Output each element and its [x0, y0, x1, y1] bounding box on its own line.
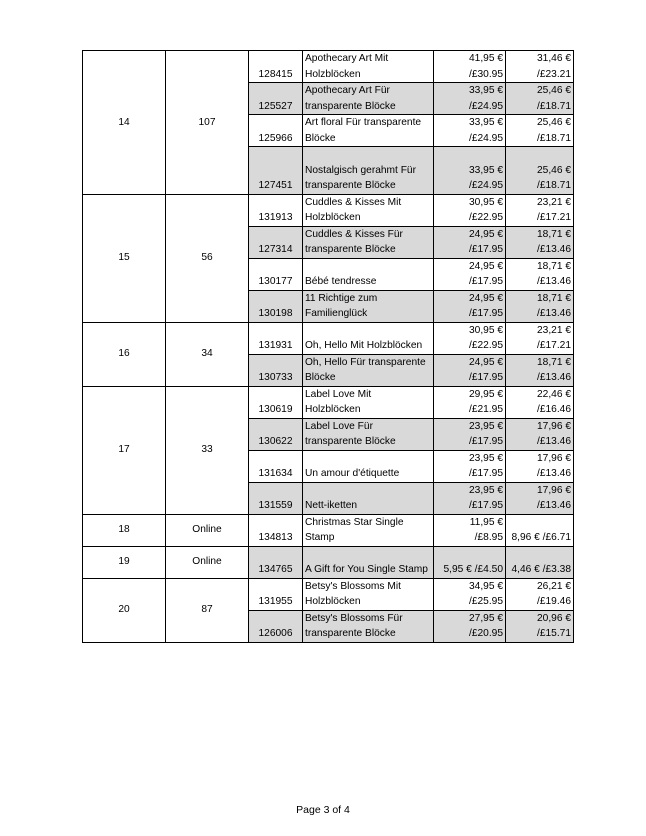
sale-price-cell	[506, 578, 574, 610]
description-cell-line: transparente Blöcke	[305, 244, 396, 255]
description-cell-line: Un amour d'étiquette	[305, 468, 400, 479]
price-cell-line: /£24.95	[469, 132, 503, 144]
description-cell-line: Blöcke	[305, 372, 336, 383]
description-cell-line: Oh, Hello Für transparente	[305, 356, 426, 368]
description-cell	[303, 51, 434, 83]
sale-price-cell-line: /£13.46	[537, 276, 571, 287]
description-cell-line	[305, 259, 431, 275]
description-cell-line: Christmas Star Single	[305, 516, 404, 528]
sale-price-cell-line: /£13.46	[537, 308, 571, 319]
price-cell	[434, 51, 506, 83]
page-number-cell: 19	[83, 546, 166, 578]
description-cell-line: Holzblöcken	[305, 596, 361, 607]
price-cell	[434, 514, 506, 546]
sale-price-cell-line: 18,71 €	[537, 356, 571, 368]
description-cell-line: Familienglück	[305, 308, 368, 319]
price-cell	[434, 578, 506, 610]
item-number-cell: 130622	[249, 418, 303, 450]
price-cell-line: 23,95 €	[469, 452, 503, 464]
description-cell-line: transparente Blöcke	[305, 436, 396, 447]
description-cell-line: Betsy's Blossoms Mit	[305, 580, 401, 592]
item-number-cell: 134813	[249, 514, 303, 546]
price-cell-line	[436, 547, 503, 563]
sale-price-cell-line: /£13.46	[537, 372, 571, 383]
item-number-cell: 130177	[249, 258, 303, 290]
table-row	[83, 578, 574, 610]
catalog-page-cell: Online	[166, 546, 249, 578]
price-cell-line: /£17.95	[469, 468, 503, 479]
description-cell-line: Blöcke	[305, 132, 336, 144]
sale-price-cell	[506, 514, 574, 546]
item-number-cell: 134765	[249, 546, 303, 578]
price-cell-line: /£22.95	[469, 212, 503, 223]
price-cell	[434, 354, 506, 386]
description-cell-line: Cuddles & Kisses Mit	[305, 196, 402, 208]
description-cell-line: Holzblöcken	[305, 212, 361, 223]
price-cell	[434, 83, 506, 115]
table-row	[83, 514, 574, 546]
item-number-cell: 131559	[249, 482, 303, 514]
price-cell-line: 23,95 €	[469, 420, 503, 432]
description-cell	[303, 226, 434, 258]
item-number-cell: 130733	[249, 354, 303, 386]
description-cell-line: Betsy's Blossoms Für	[305, 612, 403, 624]
sale-price-cell-line: 20,96 €	[537, 612, 571, 624]
item-number-cell: 126006	[249, 610, 303, 642]
item-number-cell: 127451	[249, 147, 303, 195]
sale-price-cell-line: 26,21 €	[537, 580, 571, 592]
description-cell	[303, 610, 434, 642]
price-cell	[434, 610, 506, 642]
price-cell-line: /£17.95	[469, 244, 503, 255]
description-cell	[303, 194, 434, 226]
sale-price-cell-line: /£13.46	[537, 244, 571, 255]
price-cell-line: 5,95 € /£4.50	[443, 564, 503, 575]
price-cell-line: 23,95 €	[469, 484, 503, 496]
price-cell	[434, 450, 506, 482]
price-cell-line: /£17.95	[469, 500, 503, 511]
sale-price-cell-line: /£13.46	[537, 468, 571, 479]
price-cell-line: 29,95 €	[469, 388, 503, 400]
sale-price-cell-line: /£17.21	[537, 340, 571, 351]
description-cell	[303, 418, 434, 450]
sale-price-cell-line: 23,21 €	[537, 196, 571, 208]
page-number-cell: 14	[83, 51, 166, 195]
sale-price-cell	[506, 194, 574, 226]
description-cell-line: 11 Richtige zum	[305, 292, 378, 304]
price-cell-line: /£17.95	[469, 276, 503, 287]
sale-price-cell-line: /£16.46	[537, 404, 571, 415]
description-cell-line	[305, 451, 431, 467]
sale-price-cell-line: 18,71 €	[537, 228, 571, 240]
price-cell	[434, 194, 506, 226]
description-cell	[303, 450, 434, 482]
price-cell	[434, 258, 506, 290]
catalog-page-cell: 56	[166, 194, 249, 322]
sale-price-cell-line: 17,96 €	[537, 420, 571, 432]
sale-price-cell-line: 31,46 €	[537, 53, 571, 64]
sale-price-cell-line: 4,46 € /£3.38	[511, 564, 571, 575]
page-footer: Page 3 of 4	[296, 804, 350, 816]
sale-price-cell-line	[508, 547, 571, 563]
sale-price-cell	[506, 147, 574, 195]
table-row	[83, 322, 574, 354]
item-number-cell: 130619	[249, 386, 303, 418]
sale-price-cell-line	[508, 515, 571, 531]
price-cell-line: /£30.95	[469, 68, 503, 80]
catalog-page-cell: 34	[166, 322, 249, 386]
item-number-cell: 130198	[249, 290, 303, 322]
sale-price-cell	[506, 546, 574, 578]
price-cell-line: /£8.95	[474, 532, 503, 543]
description-cell-line	[305, 483, 431, 499]
sale-price-cell-line: /£18.71	[537, 132, 571, 144]
price-cell-line: 33,95 €	[469, 85, 503, 96]
price-cell-line: /£17.95	[469, 372, 503, 383]
sale-price-cell-line: 25,46 €	[537, 164, 571, 176]
page-number-cell: 17	[83, 386, 166, 514]
sale-price-cell-line: 17,96 €	[537, 452, 571, 464]
sale-price-cell-line: /£19.46	[537, 596, 571, 607]
price-cell-line: 34,95 €	[469, 580, 503, 592]
price-cell	[434, 482, 506, 514]
page-number-cell: 20	[83, 578, 166, 642]
price-table	[82, 50, 574, 643]
sale-price-cell	[506, 83, 574, 115]
sale-price-cell	[506, 322, 574, 354]
price-cell-line: 30,95 €	[469, 196, 503, 208]
price-cell-line: /£24.95	[469, 100, 503, 112]
sale-price-cell-line: /£18.71	[537, 100, 571, 112]
sale-price-cell	[506, 226, 574, 258]
description-cell-line: Apothecary Art Mit	[305, 53, 389, 64]
sale-price-cell-line: 22,46 €	[537, 388, 571, 400]
description-cell-line: Art floral Für transparente	[305, 117, 422, 128]
description-cell-line: Label Love Für	[305, 420, 373, 432]
sale-price-cell-line: 25,46 €	[537, 117, 571, 128]
sale-price-cell-line: 25,46 €	[537, 85, 571, 96]
table-row	[83, 194, 574, 226]
price-cell-line: /£17.95	[469, 308, 503, 319]
description-cell	[303, 115, 434, 147]
sale-price-cell-line: /£17.21	[537, 212, 571, 223]
sale-price-cell-line: 23,21 €	[537, 324, 571, 336]
item-number-cell: 131931	[249, 322, 303, 354]
table-row	[83, 51, 574, 83]
description-cell-line: Cuddles & Kisses Für	[305, 228, 403, 240]
price-cell	[434, 147, 506, 195]
description-cell	[303, 514, 434, 546]
description-cell-line: Holzblöcken	[305, 68, 361, 80]
description-cell-line	[305, 547, 431, 563]
description-cell	[303, 482, 434, 514]
sale-price-cell	[506, 115, 574, 147]
description-cell-line: transparente Blöcke	[305, 628, 396, 639]
description-cell-line: Stamp	[305, 532, 335, 543]
price-cell-line: /£24.95	[469, 180, 503, 191]
sale-price-cell	[506, 258, 574, 290]
description-cell-line: transparente Blöcke	[305, 180, 396, 191]
price-cell	[434, 322, 506, 354]
price-cell-line: /£20.95	[469, 628, 503, 639]
item-number-cell: 131955	[249, 578, 303, 610]
sale-price-cell-line: 18,71 €	[537, 260, 571, 272]
page-number-cell: 18	[83, 514, 166, 546]
price-cell	[434, 386, 506, 418]
description-cell	[303, 546, 434, 578]
price-cell-line: 24,95 €	[469, 292, 503, 304]
page-number-cell: 16	[83, 322, 166, 386]
price-cell-line: 24,95 €	[469, 356, 503, 368]
catalog-page-cell: 33	[166, 386, 249, 514]
sale-price-cell	[506, 482, 574, 514]
price-cell	[434, 226, 506, 258]
description-cell-line: Apothecary Art Für	[305, 85, 390, 96]
item-number-cell: 131634	[249, 450, 303, 482]
description-cell-line: Nett-iketten	[305, 500, 358, 511]
price-cell	[434, 546, 506, 578]
description-cell	[303, 258, 434, 290]
sale-price-cell-line: 8,96 € /£6.71	[511, 532, 571, 543]
sale-price-cell	[506, 386, 574, 418]
sale-price-cell-line: 18,71 €	[537, 292, 571, 304]
price-cell-line: 27,95 €	[469, 612, 503, 624]
description-cell	[303, 290, 434, 322]
sale-price-cell-line: /£15.71	[537, 628, 571, 639]
description-cell	[303, 322, 434, 354]
price-cell-line: /£17.95	[469, 436, 503, 447]
price-cell-line: 41,95 €	[469, 53, 503, 64]
sale-price-cell	[506, 450, 574, 482]
item-number-cell: 125527	[249, 83, 303, 115]
description-cell-line: A Gift for You Single Stamp	[305, 564, 428, 575]
table-row	[83, 386, 574, 418]
item-number-cell: 128415	[249, 51, 303, 83]
price-cell-line: /£21.95	[469, 404, 503, 415]
sale-price-cell-line: /£18.71	[537, 180, 571, 191]
price-cell-line: 33,95 €	[469, 117, 503, 128]
price-cell-line: /£22.95	[469, 340, 503, 351]
description-cell	[303, 354, 434, 386]
price-cell-line: 11,95 €	[469, 516, 503, 528]
price-cell-line: /£25.95	[469, 596, 503, 607]
item-number-cell: 125966	[249, 115, 303, 147]
sale-price-cell	[506, 290, 574, 322]
catalog-page-cell: 107	[166, 51, 249, 195]
price-cell-line: 24,95 €	[469, 260, 503, 272]
description-cell-line	[305, 147, 431, 163]
sale-price-cell	[506, 354, 574, 386]
page-number-cell: 15	[83, 194, 166, 322]
item-number-cell: 131913	[249, 194, 303, 226]
price-cell	[434, 418, 506, 450]
sale-price-cell	[506, 51, 574, 83]
catalog-page-cell: 87	[166, 578, 249, 642]
price-cell	[434, 290, 506, 322]
price-cell-line: 24,95 €	[469, 228, 503, 240]
sale-price-cell	[506, 418, 574, 450]
description-cell-line: Nostalgisch gerahmt Für	[305, 164, 416, 176]
description-cell-line: Label Love Mit	[305, 388, 372, 400]
price-cell-line: 33,95 €	[469, 164, 503, 176]
item-number-cell: 127314	[249, 226, 303, 258]
price-cell-line: 30,95 €	[469, 324, 503, 336]
price-cell	[434, 115, 506, 147]
sale-price-cell-line: /£13.46	[537, 436, 571, 447]
table-row	[83, 546, 574, 578]
description-cell-line: Bébé tendresse	[305, 276, 377, 287]
description-cell-line: Oh, Hello Mit Holzblöcken	[305, 340, 423, 351]
description-cell-line: Holzblöcken	[305, 404, 361, 415]
description-cell	[303, 147, 434, 195]
sale-price-cell-line	[508, 147, 571, 163]
catalog-page-cell: Online	[166, 514, 249, 546]
description-cell	[303, 578, 434, 610]
price-cell-line	[436, 147, 503, 163]
sale-price-cell	[506, 610, 574, 642]
sale-price-cell-line: 17,96 €	[537, 484, 571, 496]
description-cell-line: transparente Blöcke	[305, 100, 396, 112]
sale-price-cell-line: /£23.21	[537, 68, 571, 80]
sale-price-cell-line: /£13.46	[537, 500, 571, 511]
description-cell-line	[305, 323, 431, 339]
price-table-body	[83, 51, 574, 643]
description-cell	[303, 83, 434, 115]
description-cell	[303, 386, 434, 418]
